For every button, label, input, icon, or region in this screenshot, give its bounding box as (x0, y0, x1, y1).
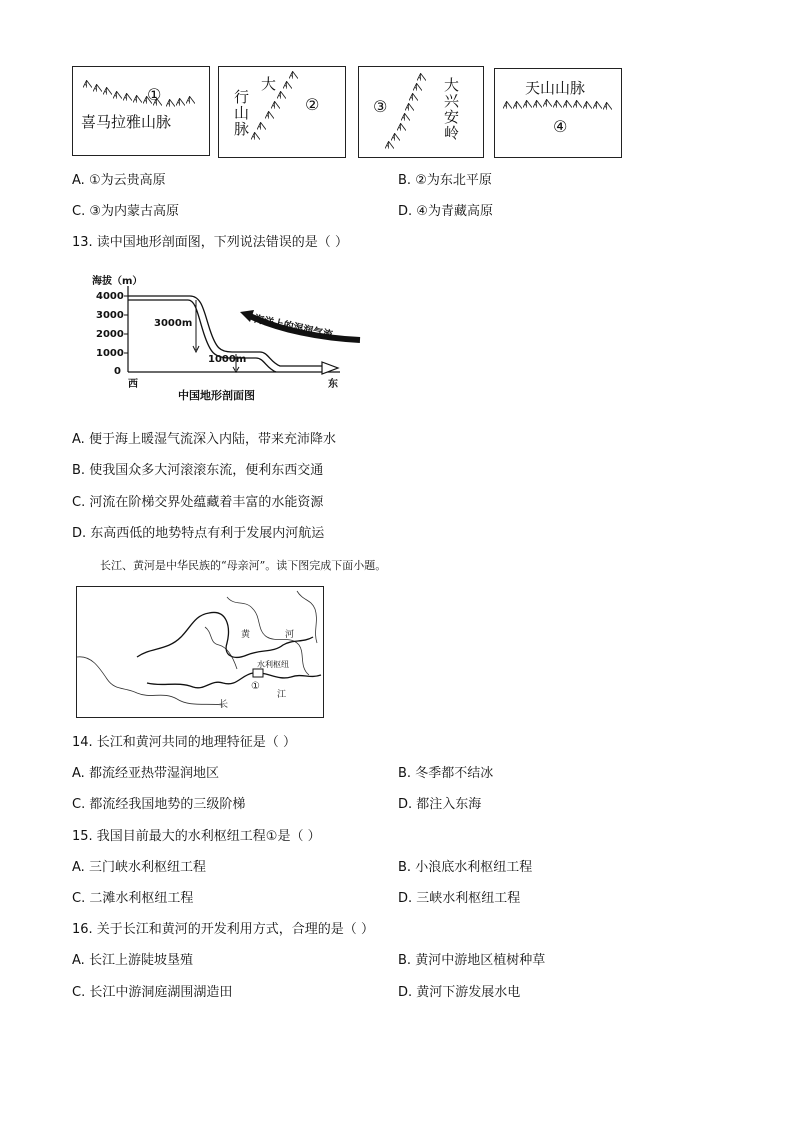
option-letter: A. (72, 766, 85, 781)
option-letter: B. (72, 463, 86, 478)
option-text: 小浪底水利枢纽工程 (415, 860, 533, 875)
x-east-label: 东 (328, 379, 338, 390)
q16-option-d[interactable] (398, 984, 520, 1002)
y-tick-0: 0 (114, 366, 121, 377)
q12-option-a[interactable] (72, 172, 166, 190)
q16-option-c[interactable] (72, 984, 232, 1002)
option-letter: D. (72, 526, 87, 541)
mountain-box-4 (494, 68, 622, 158)
option-text: 使我国众多大河滚滚东流，便利东西交通 (89, 463, 324, 478)
y-tick-3000: 3000 (96, 310, 124, 321)
option-text: 三门峡水利枢纽工程 (88, 860, 206, 875)
q12-option-d[interactable] (398, 203, 493, 221)
q15-option-c[interactable] (72, 890, 193, 908)
option-letter: D. (398, 985, 413, 1000)
q12-option-b[interactable] (398, 172, 492, 190)
map-label-dam: 水利枢纽 (257, 660, 289, 669)
option-text: 二滩水利枢纽工程 (89, 891, 194, 906)
option-letter: D. (398, 891, 413, 906)
option-letter: A. (72, 173, 85, 188)
option-text: ③为内蒙古高原 (89, 204, 180, 219)
option-letter: D. (398, 204, 413, 219)
q15-option-d[interactable] (398, 890, 520, 908)
option-text: 冬季都不结冰 (415, 766, 494, 781)
mountain-label-taihang-a: 大 (261, 75, 277, 93)
option-letter: A. (72, 953, 85, 968)
map-label-huang: 黄 (241, 630, 251, 640)
figure-caption: 中国地形剖面图 (178, 389, 255, 402)
option-letter: C. (72, 891, 86, 906)
option-text: ②为东北平原 (415, 173, 492, 188)
option-letter: B. (398, 766, 412, 781)
marker-3: ③ (373, 97, 388, 116)
mountain-box-3 (358, 66, 484, 158)
option-letter: C. (72, 797, 86, 812)
drop-label-1000m: 1000m (208, 354, 247, 365)
marker-2: ② (305, 95, 320, 114)
y-tick-2000: 2000 (96, 329, 124, 340)
airflow-label: 海洋上的湿润气流 (252, 313, 334, 342)
q13-option-c[interactable] (72, 494, 323, 512)
option-letter: B. (398, 860, 412, 875)
option-text: 河流在阶梯交界处蕴藏着丰富的水能资源 (89, 495, 324, 510)
option-letter: B. (398, 953, 412, 968)
q14-stem: 14. 长江和黄河共同的地理特征是（ ） (72, 735, 296, 750)
option-text: 都流经我国地势的三级阶梯 (89, 797, 246, 812)
mountain-label-taihang-b: 行山脉 (232, 89, 250, 137)
option-text: 长江中游洞庭湖围湖造田 (89, 985, 233, 1000)
mountain-label-himalaya: 喜马拉雅山脉 (81, 113, 172, 131)
option-text: 都流经亚热带湿润地区 (88, 766, 219, 781)
q16-option-a[interactable] (72, 952, 193, 970)
map-marker-1: ① (251, 681, 260, 692)
marker-1: ① (147, 85, 162, 104)
option-text: ④为青藏高原 (416, 204, 493, 219)
option-letter: B. (398, 173, 412, 188)
option-text: 黄河下游发展水电 (416, 985, 521, 1000)
river-map-svg (77, 587, 323, 717)
q13-option-a[interactable] (72, 431, 336, 449)
mountain-box-1 (72, 66, 210, 156)
y-tick-1000: 1000 (96, 348, 124, 359)
option-letter: C. (72, 985, 86, 1000)
option-letter: A. (72, 432, 85, 447)
option-text: 黄河中游地区植树种草 (415, 953, 546, 968)
map-label-jiang: 江 (277, 690, 287, 700)
drop-label-3000m: 3000m (154, 318, 193, 329)
y-tick-4000: 4000 (96, 291, 124, 302)
option-letter: C. (72, 204, 86, 219)
option-text: 长江上游陡坡垦殖 (88, 953, 193, 968)
q15-option-a[interactable] (72, 859, 206, 877)
q16-option-b[interactable] (398, 952, 545, 970)
option-text: 都注入东海 (416, 797, 482, 812)
mountain-box-2 (218, 66, 346, 158)
x-west-label: 西 (128, 379, 138, 390)
q13-option-d[interactable] (72, 525, 324, 543)
q12-option-c[interactable] (72, 203, 179, 221)
map-label-chang: 长 (219, 700, 229, 710)
marker-4: ④ (553, 117, 568, 136)
option-text: 便于海上暖湿气流深入内陆，带来充沛降水 (88, 432, 336, 447)
map-label-he: 河 (285, 630, 295, 640)
y-axis-label: 海拔（m） (92, 276, 143, 287)
q13-option-b[interactable] (72, 462, 323, 480)
q15-option-b[interactable] (398, 859, 532, 877)
mountain-label-daxinganling: 大兴安岭 (442, 77, 460, 141)
q14-option-c[interactable] (72, 796, 245, 814)
q14-option-a[interactable] (72, 765, 219, 783)
option-letter: A. (72, 860, 85, 875)
rivers-intro: 长江、黄河是中华民族的“母亲河”。读下图完成下面小题。 (100, 559, 387, 572)
mountain-range-icon (495, 69, 621, 157)
option-text: 东高西低的地势特点有利于发展内河航运 (90, 526, 325, 541)
mountain-label-tianshan: 天山山脉 (525, 79, 586, 97)
option-text: ①为云贵高原 (88, 173, 166, 188)
q14-option-d[interactable] (398, 796, 481, 814)
q16-stem: 16. 关于长江和黄河的开发利用方式，合理的是（ ） (72, 922, 374, 937)
q14-option-b[interactable] (398, 765, 493, 783)
q13-stem: 13. 读中国地形剖面图，下列说法错误的是（ ） (72, 235, 348, 250)
q15-stem: 15. 我国目前最大的水利枢纽工程①是（ ） (72, 829, 321, 844)
option-letter: C. (72, 495, 86, 510)
option-letter: D. (398, 797, 413, 812)
option-text: 三峡水利枢纽工程 (416, 891, 521, 906)
terrain-profile-figure (90, 272, 370, 410)
river-map (76, 586, 324, 718)
